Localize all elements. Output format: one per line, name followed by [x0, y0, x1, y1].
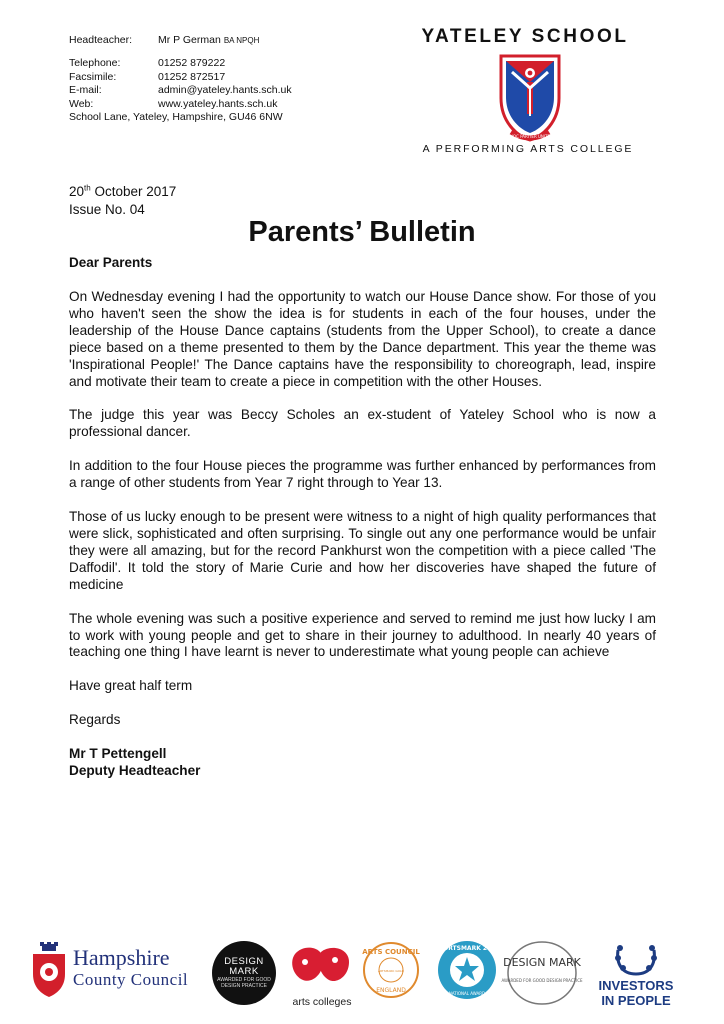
- contact-label: Telephone:: [69, 57, 121, 70]
- body-paragraph: Those of us lucky enough to be present were witness to a night of high quality performances that were slick, sophisticated and often surprising. To single out any one performance would be unfair they were all amazing, but for the record Pankhurst won the competition with a piece called 'The Daffodil'. It told the story of Marie Curie and how her discoveries have shaped the future of medicine: [69, 509, 656, 592]
- investors-in-people-logo: [596, 938, 676, 1014]
- signature-role: Deputy Headteacher: [69, 763, 201, 779]
- investors-line1: INVESTORS: [598, 978, 674, 993]
- hampshire-line1: Hampshire: [73, 945, 170, 970]
- headteacher-qualifications: BA NPQH: [223, 36, 260, 45]
- body-paragraph: On Wednesday evening I had the opportunity to watch our House Dance show. For those of you who haven't seen the show the idea is for students in each of the four houses, under the leadership of the House Dance captains (students from the Upper School), to create a dance piece based on a theme presented to them by the Dance department. This year the theme was 'Inspirational People!' The Dance captains have the responsibility to choreograph, lead, inspire and motivate their team to create a piece in competition with the other Houses.: [69, 289, 656, 389]
- regards-line: Regards: [69, 712, 121, 728]
- issue-number: Issue No. 04: [69, 202, 145, 217]
- sportsmark-logo: [436, 939, 498, 1001]
- letter-body: [69, 289, 656, 780]
- investors-label: [596, 978, 676, 1008]
- contact-label: Facsimile:: [69, 70, 117, 83]
- arts-council-text: ARTS COUNCIL: [362, 948, 420, 956]
- body-paragraph: The judge this year was Beccy Scholes an ex-student of Yateley School who is now a professional dancer.: [69, 407, 656, 440]
- email-link[interactable]: admin@yateley.hants.sch.uk: [158, 84, 292, 97]
- contact-block: [69, 34, 292, 124]
- fax-row: [69, 71, 292, 84]
- footer-logos: [0, 934, 724, 1014]
- salutation: Dear Parents: [69, 255, 153, 270]
- signature-name: Mr T Pettengell: [69, 746, 167, 762]
- school-tagline: A PERFORMING ARTS COLLEGE: [422, 143, 634, 155]
- contact-value: 01252 879222: [158, 57, 226, 70]
- body-paragraph: The whole evening was such a positive experience and served to remind me just how lucky I am to work with young people and get to share in their journey to adulthood. In nearly 40 years of teaching one thing I have learnt is never to underestimate what young people can achieve: [69, 610, 656, 660]
- design-mark-light-title: DESIGN MARK: [503, 956, 581, 969]
- crest-motto: HOC PARITER UNITE: [509, 134, 551, 139]
- arts-colleges-label: arts colleges: [292, 996, 352, 1008]
- headteacher-row: [69, 34, 292, 47]
- body-paragraph: In addition to the four House pieces the programme was further enhanced by performances from a range of other students from Year 7 right through to Year 13.: [69, 458, 656, 491]
- arts-council-sub: ENGLAND: [376, 987, 406, 994]
- sportsmark-sub: NATIONAL AWARD: [448, 991, 486, 996]
- contact-label: Headteacher:: [69, 34, 133, 46]
- design-mark-dark-logo: [212, 941, 276, 1005]
- school-address: School Lane, Yateley, Hampshire, GU46 6NW: [69, 111, 283, 124]
- letter-date: 20th October 2017: [69, 183, 177, 199]
- contact-value: Mr P German: [158, 34, 221, 46]
- hampshire-rose-icon: [30, 942, 68, 998]
- arts-colleges-logo: [287, 940, 357, 1010]
- web-row: [69, 98, 292, 111]
- arts-colleges-mask-icon: [287, 940, 357, 996]
- sportsmark-text: SPORTSMARK 2008: [434, 945, 500, 952]
- laurel-wreath-icon: [596, 938, 676, 978]
- address-row: [69, 111, 292, 124]
- design-mark-light-logo: [501, 940, 583, 1006]
- investors-line2: IN PEOPLE: [601, 993, 671, 1008]
- hampshire-line2: County Council: [73, 970, 189, 989]
- page-title: Parents’ Bulletin: [248, 216, 476, 248]
- contact-value: 01252 872517: [158, 70, 226, 83]
- design-mark-light-sub: AWARDED FOR GOOD DESIGN PRACTICE: [501, 978, 583, 983]
- contact-label: E-mail:: [69, 84, 102, 97]
- arts-council-logo: [361, 940, 421, 1000]
- school-name: YATELEY SCHOOL: [421, 26, 629, 47]
- web-link[interactable]: www.yateley.hants.sch.uk: [158, 97, 278, 110]
- hampshire-logo-text: [73, 946, 188, 989]
- arts-council-award: ARTSMARK GOLD: [378, 969, 404, 973]
- school-crest-logo: [497, 52, 563, 142]
- design-mark-dark-sub: AWARDED FOR GOOD DESIGN PRACTICE: [217, 977, 271, 989]
- telephone-row: [69, 57, 292, 70]
- email-row: [69, 84, 292, 97]
- design-mark-dark-title: DESIGN MARK: [224, 956, 264, 977]
- contact-label: Web:: [69, 97, 94, 110]
- closing-line: Have great half term: [69, 678, 193, 694]
